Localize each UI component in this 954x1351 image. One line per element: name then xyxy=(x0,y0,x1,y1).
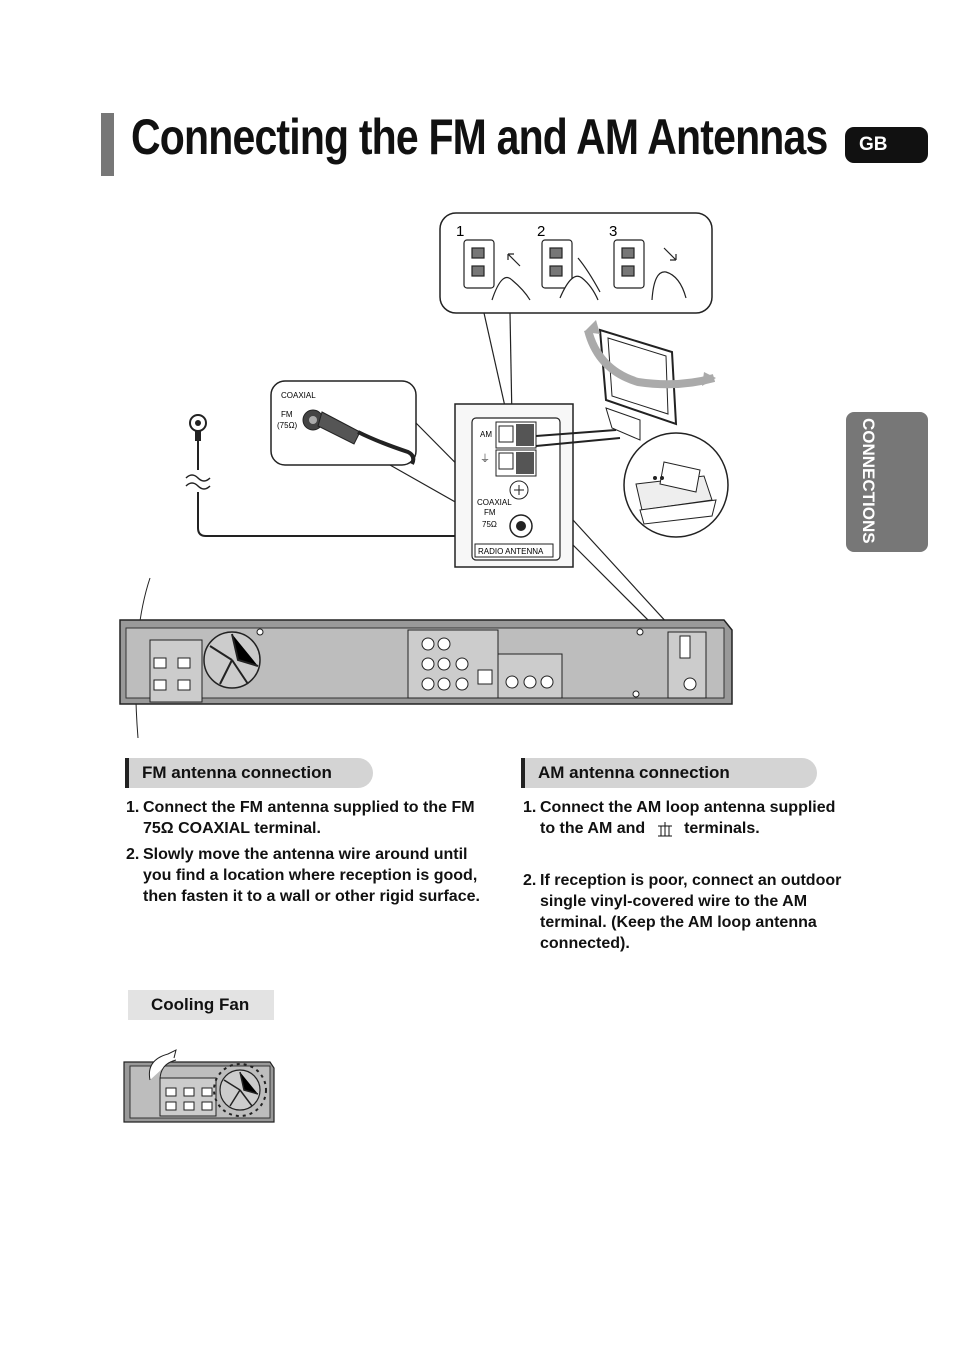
radio-antenna-panel xyxy=(455,404,573,567)
ground-symbol-icon xyxy=(656,820,674,838)
receiver-rear-panel xyxy=(120,578,732,738)
am-steps-list xyxy=(523,797,853,954)
am-antenna-closeup xyxy=(624,433,728,537)
coaxial-connector-inset xyxy=(271,381,416,465)
step-number-3: 3 xyxy=(609,223,618,240)
am-step-1-text: Connect the AM loop antenna supplied to the AM and xyxy=(540,799,836,837)
fm-step-2-text: Slowly move the antenna wire around until you find a location where reception is good, then fasten it to a wall or other rigid surface. xyxy=(143,846,480,905)
coaxial-label: COAXIAL xyxy=(281,391,316,400)
page-title: Connecting the FM and AM Antennas xyxy=(131,109,828,165)
step-number-1: 1 xyxy=(456,223,465,240)
fm-section-heading: FM antenna connection xyxy=(142,763,332,782)
am-step-1-text-after: terminals. xyxy=(684,820,760,837)
panel-fm-label: FM xyxy=(484,508,496,517)
am-section-accent xyxy=(521,758,525,788)
am-step-1 xyxy=(523,797,853,839)
language-badge: GB xyxy=(845,127,928,163)
terminal-steps-inset xyxy=(440,213,712,313)
fm-steps-list xyxy=(126,797,496,907)
am-step-2-number: 2. xyxy=(523,872,537,889)
ground-symbol-icon: ⏚ xyxy=(480,454,490,465)
am-section-header xyxy=(521,758,817,788)
fm-section-header xyxy=(125,758,373,788)
panel-am-label: AM xyxy=(480,430,492,439)
am-step-2-text: If reception is poor, connect an outdoor single vinyl-covered wire to the AM terminal. (Keep the AM loop antenna connected). xyxy=(540,872,842,952)
am-step-2 xyxy=(523,870,853,954)
ohm-label: (75Ω) xyxy=(277,421,298,430)
fm-step-1-number: 1. xyxy=(126,799,140,816)
radio-antenna-label: RADIO ANTENNA xyxy=(478,547,544,556)
cooling-fan-illustration xyxy=(120,1040,280,1130)
fm-label: FM xyxy=(281,410,293,419)
am-section-heading: AM antenna connection xyxy=(538,763,730,782)
step-number-2: 2 xyxy=(537,223,546,240)
panel-coaxial-label: COAXIAL xyxy=(477,498,512,507)
fm-step-1 xyxy=(126,797,496,839)
fm-step-2 xyxy=(126,844,496,907)
fm-section-accent xyxy=(125,758,129,788)
fm-step-1-text: Connect the FM antenna supplied to the FM 75Ω COAXIAL terminal. xyxy=(143,799,475,837)
cooling-fan-header xyxy=(128,990,274,1020)
panel-75-label: 75Ω xyxy=(482,520,497,529)
am-step-1-number: 1. xyxy=(523,799,537,816)
side-tab-label: CONNECTIONS xyxy=(859,418,878,544)
fm-step-2-number: 2. xyxy=(126,846,140,863)
cooling-fan-heading: Cooling Fan xyxy=(151,995,250,1014)
